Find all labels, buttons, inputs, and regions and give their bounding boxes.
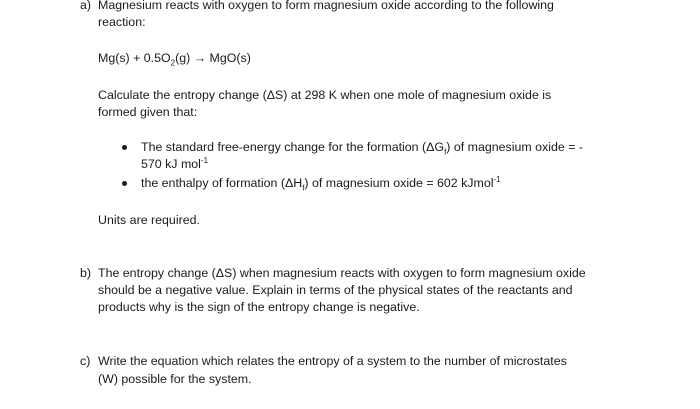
- bullet-point-1: [122, 145, 127, 150]
- bullet-point-2: [122, 181, 127, 186]
- question-c-line2: (W) possible for the system.: [98, 372, 252, 386]
- bullet2-part2: ) of magnesium oxide = 602 kJmol: [304, 176, 494, 190]
- question-b-line1: The entropy change (ΔS) when magnesium reacts with oxygen to form magnesium oxide: [98, 266, 586, 280]
- question-c-line1: Write the equation which relates the entropy of a system to the number of microstates: [98, 354, 567, 368]
- equation-part2: (g) → MgO(s): [175, 51, 251, 65]
- bullet1-part2: ) of magnesium oxide = -: [446, 140, 583, 154]
- question-b-line3: products why is the sign of the entropy change is negative.: [98, 300, 420, 314]
- bullet2-line: [141, 175, 501, 191]
- question-a-task-line1: Calculate the entropy change (ΔS) at 298 K when one mole of magnesium oxide is: [98, 88, 552, 102]
- reaction-equation: [98, 50, 251, 66]
- bullet2-superscript: -1: [493, 174, 501, 184]
- bullet1-value: 570 kJ mol: [141, 157, 201, 171]
- bullet1-line1: [141, 139, 583, 155]
- question-b-line2: should be a negative value. Explain in terms of the physical states of the reactants and: [98, 283, 573, 297]
- units-note: Units are required.: [98, 213, 200, 227]
- bullet1-subscript: f: [444, 147, 447, 157]
- bullet2-part1: the enthalpy of formation (ΔH: [141, 176, 303, 190]
- bullet1-line2: [141, 156, 208, 172]
- question-c-label: c): [80, 354, 91, 368]
- equation-part1: Mg(s) + 0.5O: [98, 51, 171, 65]
- question-b-label: b): [80, 266, 92, 280]
- equation-subscript: 2: [170, 58, 176, 68]
- bullet1-part1: The standard free-energy change for the formation (ΔG: [141, 140, 445, 154]
- question-a-intro-line1: Magnesium reacts with oxygen to form magnesium oxide according to the following: [98, 0, 554, 12]
- question-a-label: a): [80, 0, 92, 12]
- question-a-task-line2: formed given that:: [98, 105, 198, 119]
- bullet1-superscript: -1: [200, 155, 209, 165]
- bullet2-subscript: f: [302, 183, 305, 193]
- question-a-intro-line2: reaction:: [98, 15, 146, 29]
